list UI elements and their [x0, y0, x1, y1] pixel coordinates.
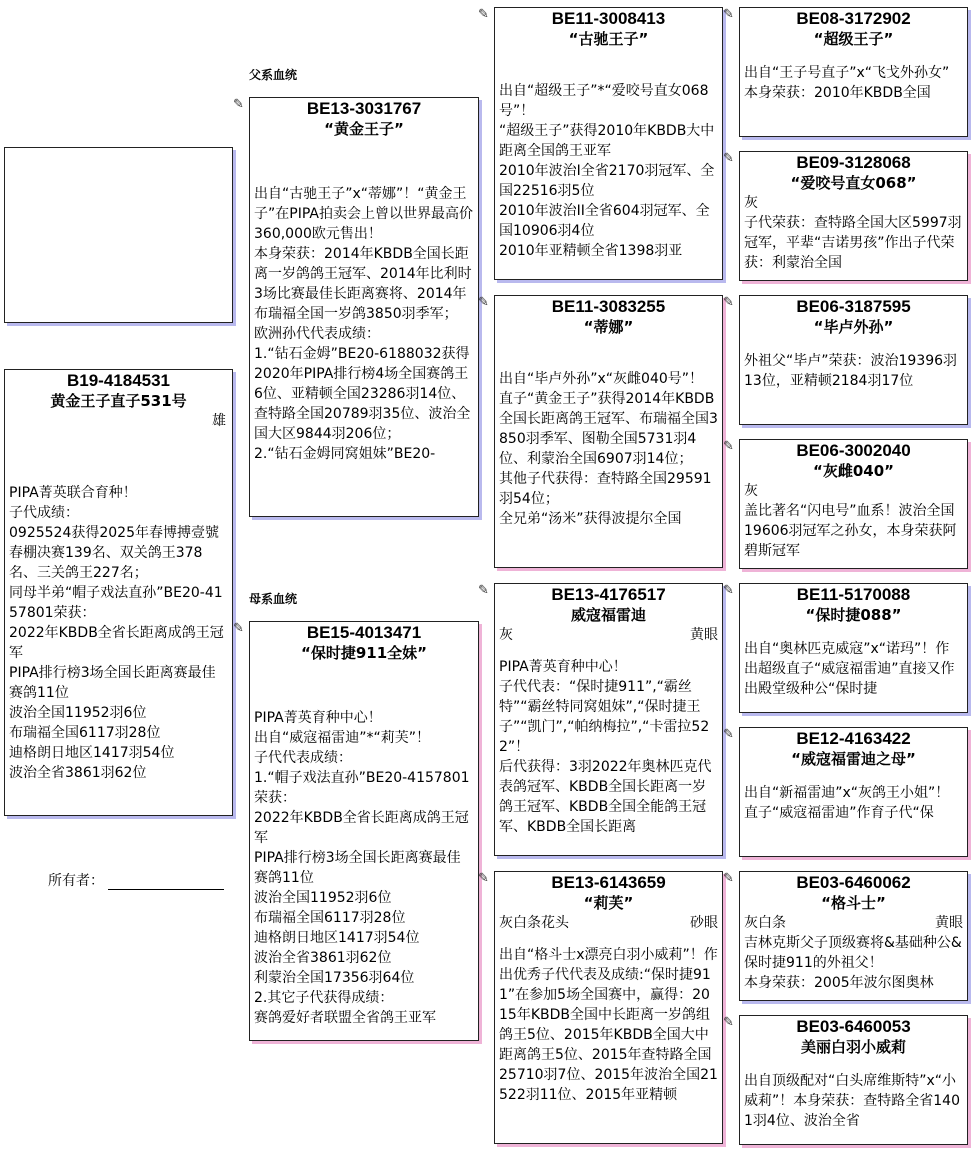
- paperclip-icon: ✎: [233, 621, 244, 636]
- paperclip-icon: ✎: [723, 151, 734, 166]
- dam-card[interactable]: [249, 621, 479, 1041]
- sds-card[interactable]: [739, 295, 968, 425]
- dd-traits: [495, 913, 722, 933]
- sds-name: “毕卢外孙”: [813, 318, 894, 336]
- paperclip-icon: ✎: [723, 295, 734, 310]
- dds-ring: BE03-6460062: [796, 873, 911, 892]
- paternal-label: 父系血统: [249, 68, 298, 82]
- sire-card[interactable]: [249, 97, 479, 517]
- sire-ring: BE13-3031767: [306, 99, 422, 118]
- sds-ring: BE06-3187595: [796, 297, 911, 316]
- ddd-name: 美丽白羽小威莉: [800, 1038, 906, 1056]
- ss-name: “古驰王子”: [568, 30, 649, 48]
- dsd-info: 出自“新福雷迪”x“灰鸽王小姐”！ 直子“威寇福雷迪”作育子代“保: [744, 785, 950, 821]
- sire-name: “黄金王子”: [324, 120, 404, 138]
- ds-color: 灰: [499, 627, 513, 643]
- owner-line: [48, 870, 224, 890]
- ds-card[interactable]: [494, 583, 723, 856]
- sss-info: 出自“王子号直子”x“飞戈外孙女” 本身荣获：2010年KBDB全国: [744, 65, 950, 101]
- paperclip-icon: ✎: [723, 1015, 734, 1030]
- dsd-ring: BE12-4163422: [796, 729, 911, 748]
- dam-ring: BE15-4013471: [306, 623, 422, 642]
- ds-eye: 黄眼: [690, 627, 718, 643]
- paperclip-icon: ✎: [723, 583, 734, 598]
- ds-ring: BE13-4176517: [551, 585, 666, 604]
- sd-ring: BE11-3083255: [551, 297, 666, 316]
- paperclip-icon: ✎: [723, 871, 734, 886]
- subject-name: 黄金王子直子531号: [50, 392, 187, 410]
- dd-ring: BE13-6143659: [551, 873, 666, 892]
- dss-card[interactable]: [739, 583, 968, 713]
- paperclip-icon: ✎: [478, 295, 489, 310]
- subject-sex: 雄: [212, 413, 226, 429]
- paperclip-icon: ✎: [723, 439, 734, 454]
- ss-info: 出自“超级王子”*“爱咬号直女068号”！ “超级王子”获得2010年KBDB大中距离全国鸽王亚军 2010年波治I全省2170羽冠军、全国22516羽5位 2010年波治II全省604羽冠军、全国10906羽4位 2010年亚精顿全省1398羽亚: [499, 83, 715, 259]
- ssd-name: “爱咬号直女068”: [790, 174, 917, 192]
- dds-eye: 黄眼: [935, 915, 963, 931]
- ssd-card[interactable]: [739, 151, 968, 281]
- owner-label: 所有者：: [48, 873, 104, 889]
- dd-eye: 砂眼: [690, 915, 718, 931]
- dam-info: PIPA菁英育种中心！ 出自“威寇福雷迪”*“莉芙”！ 子代代表成绩： 1.“帽子戏法直孙”BE20-4157801荣获： 2022年KBDB全省长距离成鸽王冠军 PIPA排行榜3场全国长距离赛最佳赛鸽11位 波治全国11952羽6位 布瑞福全国6117羽28位 迪格朗日地区1417羽54位 波治全省3861羽62位 利蒙治全国17356羽64位 2.其它子代获得成绩： 赛鸽爱好者联盟全省鸽王亚军: [254, 710, 470, 1026]
- paperclip-icon: ✎: [478, 7, 489, 22]
- dss-name: “保时捷088”: [805, 606, 902, 624]
- sss-card[interactable]: [739, 7, 968, 137]
- dd-info: 出自“格斗士x漂亮白羽小威莉”！作出优秀子代代表及成绩:“保时捷911”在参加5场全国赛中，赢得：2015年KBDB全国中长距离一岁鸽组鸽王5位、2015年KBDB全国大中距离鸽王5位、2015年查特路全国25710羽7位、2015年波治全国21522羽11位、2015年亚精顿: [499, 947, 718, 1103]
- ssd-info: 灰 子代荣获：查特路全国大区5997羽冠军，平辈“吉诺男孩”作出子代荣获：利蒙治全国: [744, 195, 962, 271]
- sdd-info: 灰 盖比著名“闪电号”血系！波治全国19606羽冠军之孙女，本身荣获阿碧斯冠军: [744, 483, 957, 559]
- ds-traits: [495, 625, 722, 645]
- sss-name: “超级王子”: [813, 30, 894, 48]
- dds-card[interactable]: [739, 871, 968, 1001]
- sd-info: 出自“毕卢外孙”x“灰雌040号”！ 直子“黄金王子”获得2014年KBDB全国长距离鸽王冠军、布瑞福全国3850羽季军、图勒全国5731羽4位、利蒙治全国6907羽14位； 其他子代获得：查特路全国29591羽54位； 全兄弟“汤米”获得波提尔全国: [499, 371, 718, 527]
- dds-traits: [740, 913, 967, 933]
- dam-name: “保时捷911全妹”: [300, 644, 428, 662]
- sdd-card[interactable]: [739, 439, 968, 569]
- ss-card[interactable]: [494, 7, 723, 280]
- sdd-ring: BE06-3002040: [796, 441, 911, 460]
- dss-ring: BE11-5170088: [796, 585, 911, 604]
- sire-info: 出自“古驰王子”x“蒂娜”！“黄金王子”在PIPA拍卖会上曾以世界最高价360,000欧元售出！ 本身荣获：2014年KBDB全国长距离一岁鸽鸽王冠军、2014年比利时3场比赛最佳长距离赛将、2014年布瑞福全国一岁鸽3850羽季军； 欧洲孙代代表成绩： 1.“钻石金姆”BE20-6188032获得2020年PIPA排行榜4场全国赛鸽王6位、亚精顿全国23286羽14位、查特路全国20789羽35位、波治全国大区9844羽206位； 2.“钻石金姆同窝姐妹”BE20-: [254, 186, 473, 462]
- subject-ring: B19-4184531: [66, 371, 171, 390]
- dsd-card[interactable]: [739, 727, 968, 857]
- paperclip-icon: ✎: [723, 7, 734, 22]
- dsd-name: “威寇福雷迪之母”: [791, 750, 916, 768]
- ss-ring: BE11-3008413: [551, 9, 666, 28]
- paperclip-icon: ✎: [723, 727, 734, 742]
- dds-name: “格斗士”: [821, 894, 886, 912]
- dds-info: 吉林克斯父子顶级赛将&基础种公&保时捷911的外祖父！ 本身荣获：2005年波尔图奥林: [744, 935, 962, 991]
- ddd-card[interactable]: [739, 1015, 968, 1145]
- sdd-name: “灰雌040”: [812, 462, 895, 480]
- sss-ring: BE08-3172902: [796, 9, 911, 28]
- dd-name: “莉芙”: [583, 894, 634, 912]
- dss-info: 出自“奥林匹克威寇”x“诺玛”！作出超级直子“威寇福雷迪”直接又作出殿堂级种公“保时捷: [744, 641, 955, 697]
- sds-info: 外祖父“毕卢”荣获：波治19396羽13位，亚精顿2184羽17位: [744, 353, 958, 389]
- owner-input[interactable]: [108, 875, 224, 890]
- subject-card[interactable]: [4, 369, 233, 816]
- dd-card[interactable]: [494, 871, 723, 1144]
- paperclip-icon: ✎: [478, 583, 489, 598]
- ddd-ring: BE03-6460053: [796, 1017, 911, 1036]
- dd-color: 灰白条花头: [499, 915, 569, 931]
- subject-info: PIPA菁英联合育种！ 子代成绩： 0925524获得2025年春博搏壹號春棚决赛139名、双关鸽王378名、三关鸽王227名； 同母半弟“帽子戏法直孙”BE20-4157801荣获： 2022年KBDB全省长距离成鸽王冠军 PIPA排行榜3场全国长距离赛最佳赛鸽11位 波治全国11952羽6位 布瑞福全国6117羽28位 迪格朗日地区1417羽54位 波治全省3861羽62位: [9, 485, 224, 781]
- dds-color: 灰白条: [744, 915, 786, 931]
- maternal-label: 母系血统: [249, 592, 298, 606]
- photo-placeholder: [4, 147, 233, 323]
- ds-info: PIPA菁英育种中心！ 子代代表：“保时捷911”,“霸丝特”“霸丝特同窝姐妹”,“保时捷王子”“凯门”,“帕纳梅拉”,“卡雷拉522”！ 后代获得：3羽2022年奥林匹克代表鸽冠军、KBDB全国长距离一岁鸽王冠军、KBDB全国全能鸽王冠军、KBDB全国长距离: [499, 659, 712, 835]
- ddd-info: 出自顶级配对“白头席维斯特”x“小威莉”！本身荣获：查特路全省1401羽4位、波治全省: [744, 1073, 960, 1129]
- sd-card[interactable]: [494, 295, 723, 568]
- paperclip-icon: ✎: [233, 97, 244, 112]
- ds-name: 威寇福雷迪: [570, 606, 646, 624]
- sd-name: “蒂娜”: [583, 318, 634, 336]
- paperclip-icon: ✎: [478, 871, 489, 886]
- ssd-ring: BE09-3128068: [796, 153, 911, 172]
